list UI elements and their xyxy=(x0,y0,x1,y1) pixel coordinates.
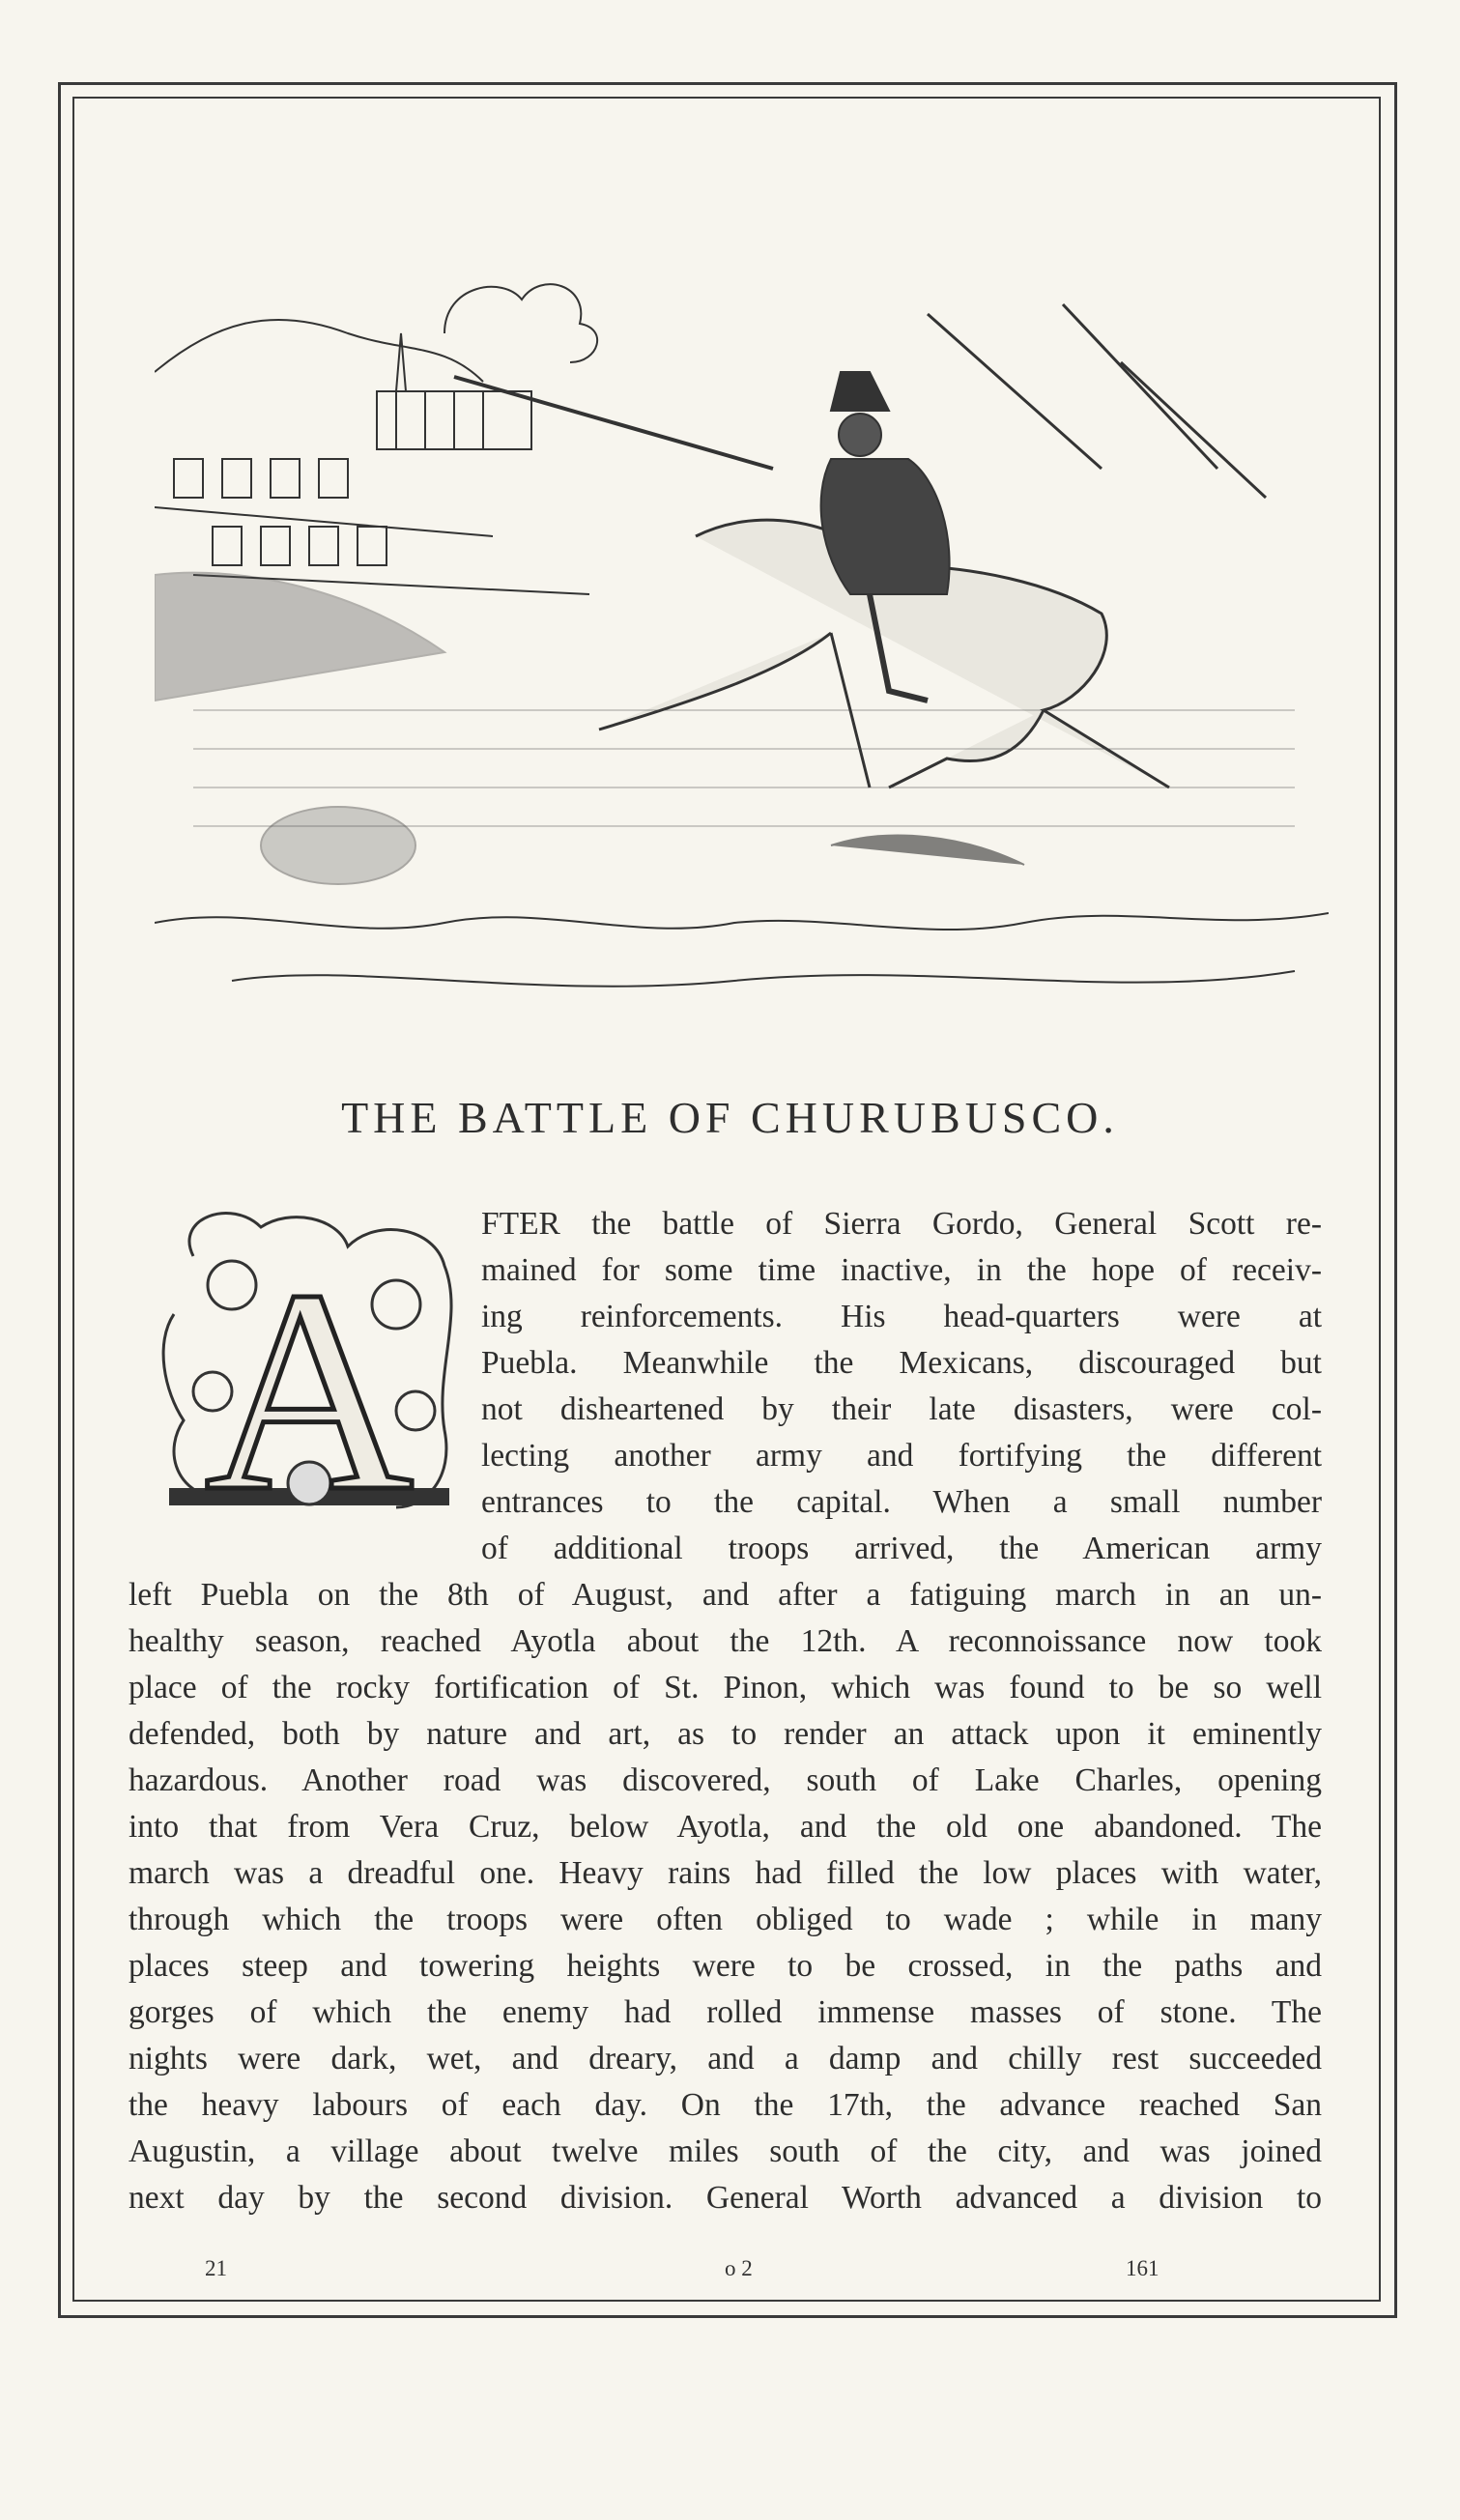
text-line: entrances to the capital. When a small number xyxy=(481,1484,1322,1520)
text-line: healthy season, reached Ayotla about the 12th. A reconnoissance now took xyxy=(129,1623,1322,1659)
text-line: FTER the battle of Sierra Gordo, General Scott re- xyxy=(481,1206,1322,1242)
text-line: ing reinforcements. His head-quarters were at xyxy=(481,1299,1322,1334)
text-line: the heavy labours of each day. On the 17th, the advance reached San xyxy=(129,2087,1322,2123)
signature-mark-left: 21 xyxy=(205,2256,227,2280)
signature-mark-center: o 2 xyxy=(725,2256,753,2280)
text-line: next day by the second division. General Worth advanced a division to xyxy=(129,2180,1322,2216)
text-line: through which the troops were often obliged to wade ; while in many xyxy=(129,1902,1322,1937)
text-line: mained for some time inactive, in the hope of receiv- xyxy=(481,1252,1322,1288)
text-line: places steep and towering heights were to be crossed, in the paths and xyxy=(129,1948,1322,1984)
text-line: hazardous. Another road was discovered, south of Lake Charles, opening xyxy=(129,1762,1322,1798)
page-title: THE BATTLE OF CHURUBUSCO. xyxy=(341,1093,1119,1142)
text-line: into that from Vera Cruz, below Ayotla, and the old one abandoned. The xyxy=(129,1809,1322,1845)
text-line: nights were dark, wet, and dreary, and a damp and chilly rest succeeded xyxy=(129,2041,1322,2076)
text-line: lecting another army and fortifying the different xyxy=(481,1438,1322,1474)
text-line: gorges of which the enemy had rolled immense masses of stone. The xyxy=(129,1994,1322,2030)
text-line: march was a dreadful one. Heavy rains had filled the low places with water, xyxy=(129,1855,1322,1891)
drop-cap-letter: A xyxy=(204,1230,415,1536)
text-line: Puebla. Meanwhile the Mexicans, discouraged but xyxy=(481,1345,1322,1381)
ornamental-initial xyxy=(155,1198,464,1536)
text-line: Augustin, a village about twelve miles south of the city, and was joined xyxy=(129,2133,1322,2169)
text-line: defended, both by nature and art, as to render an attack upon it eminently xyxy=(129,1716,1322,1752)
text-line: left Puebla on the 8th of August, and after a fatiguing march in an un- xyxy=(129,1577,1322,1613)
battle-engraving xyxy=(155,246,1329,1034)
text-line: not disheartened by their late disasters, were col- xyxy=(481,1391,1322,1427)
page-number: 161 xyxy=(1126,2256,1159,2280)
text-line: place of the rocky fortification of St. Pinon, which was found to be so well xyxy=(129,1670,1322,1705)
text-line: of additional troops arrived, the American army xyxy=(481,1531,1322,1566)
